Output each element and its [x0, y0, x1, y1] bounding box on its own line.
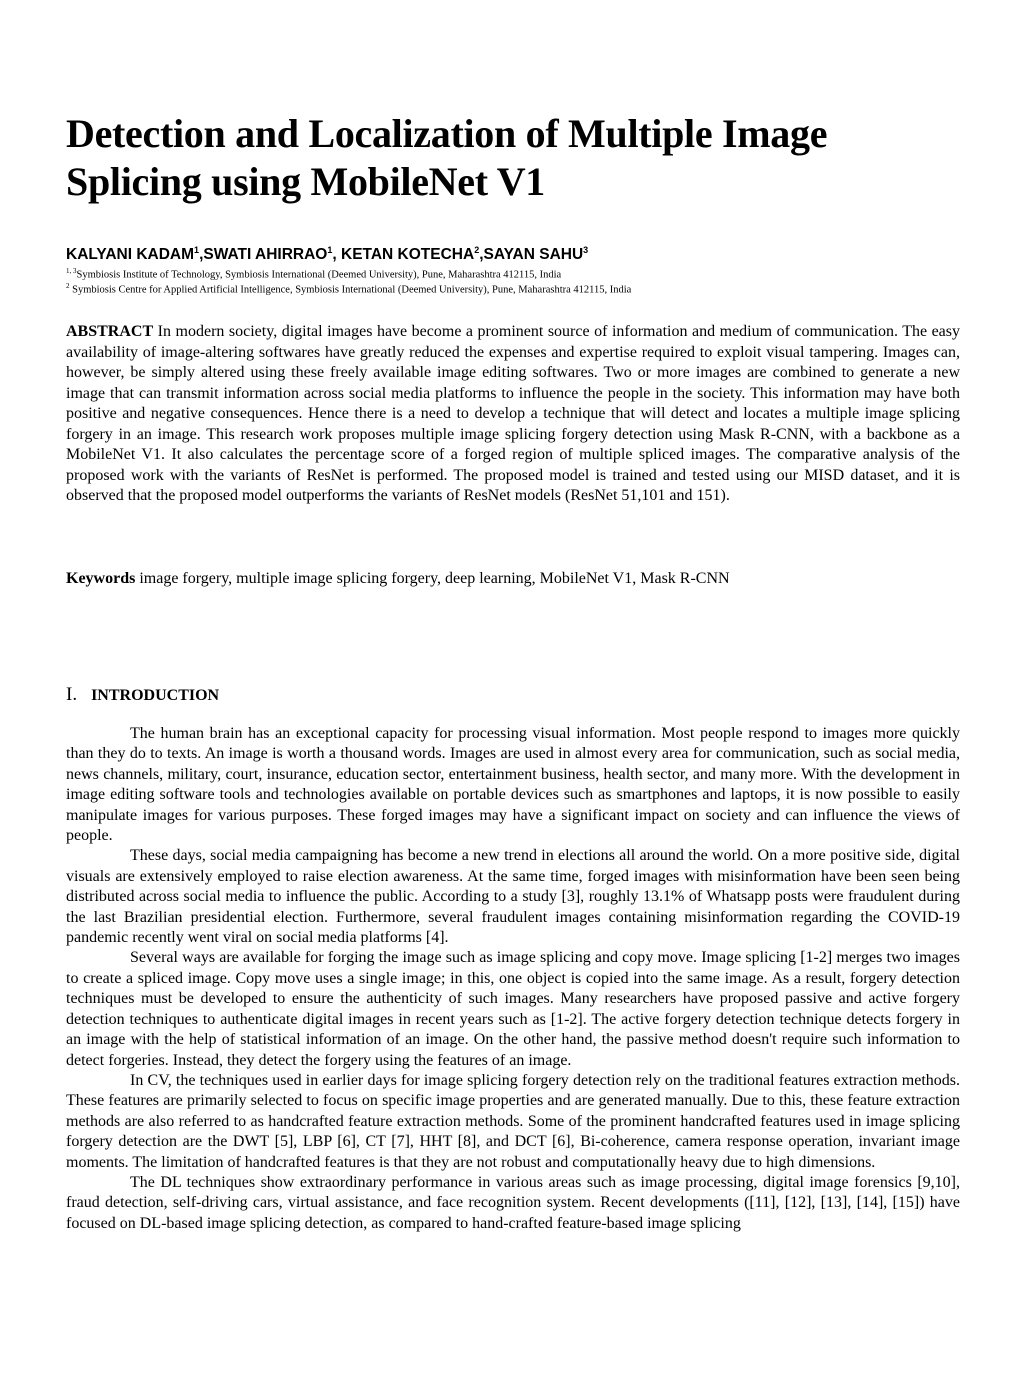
abstract: [66, 322, 960, 507]
affiliation-superscript: 1, 3: [66, 267, 77, 275]
affiliation-text: Symbiosis Centre for Applied Artificial Intelligence, Symbiosis International (Deemed University), Pune, Maharashtra 412115, India: [69, 284, 632, 296]
section-title: INTRODUCTION: [91, 687, 220, 704]
paragraph: In CV, the techniques used in earlier days for image splicing forgery detection rely on the traditional features extraction methods. These features are primarily selected to focus on specific image properties and are generated manually. Due to this, these feature extraction methods are also referred to as handcrafted feature extraction methods. Some of the prominent handcrafted features used in image splicing forgery detection are the DWT [5], LBP [6], CT [7], HHT [8], and DCT [6], Bi-coherence, camera response operation, invariant image moments. The limitation of handcrafted features is that they are not robust and computationally heavy due to high dimensions.: [66, 1071, 960, 1171]
section-number: I.: [66, 684, 78, 705]
affiliation-text: Symbiosis Institute of Technology, Symbiosis International (Deemed University), Pune, Maharashtra 412115, India: [76, 269, 562, 281]
keywords-text: image forgery, multiple image splicing forgery, deep learning, MobileNet V1, Mask R-CNN: [139, 570, 730, 587]
author-list: KALYANI KADAM$^1$,SWATI AHIRRAO$^1$, KETAN KOTECHA$^2$,SAYAN SAHU$^3$: [66, 245, 589, 264]
keywords: [66, 569, 960, 590]
paragraph: Several ways are available for forging the image such as image splicing and copy move. Image splicing [1-2] merges two images to create a spliced image. Copy move uses a single image; in this, one object is copied into the same image. As a result, forgery detection techniques must be developed to ensure the authenticity of such images. Many researchers have proposed passive and active forgery detection techniques to authenticate digital images in recent years such as [1-2]. The active forgery detection technique detects forgery in an image with the help of statistical information of an image. On the other hand, the passive method doesn't require such information to detect forgeries. Instead, they detect the forgery using the features of an image.: [66, 949, 960, 1069]
author-superscript: 3: [583, 245, 589, 255]
introduction-body: [66, 724, 960, 1234]
author-name: SAYAN SAHU: [483, 246, 584, 264]
abstract-text: In modern society, digital images have become a prominent source of information and medium of communication. The easy availability of image-altering softwares have greatly reduced the expenses and expertise required to exploit visual tampering. Images can, however, be simply altered using these freely available image editing softwares. Two or more images are combined to generate a new image that can transmit information across social media platforms to influence the people in the society. This information may have both positive and negative consequences. Hence there is a need to develop a technique that will detect and locates a multiple image splicing forgery in an image. This research work proposes multiple image splicing forgery detection using Mask R-CNN, with a backbone as a MobileNet V1. It also calculates the percentage score of a forged region of multiple spliced images. The comparative analysis of the proposed work with the variants of ResNet is performed. The proposed model is trained and tested using our MISD dataset, and it is observed that the proposed model outperforms the variants of ResNet models (ResNet 51,101 and 151).: [66, 323, 961, 504]
paragraph: These days, social media campaigning has become a new trend in elections all around the world. On a more positive side, digital visuals are extensively employed to raise election awareness. At the same time, forged images with misinformation have been seen being distributed across social media to influence the public. According to a study [3], roughly 13.1% of Whatsapp posts were fraudulent during the last Brazilian presidential election. Furthermore, several fraudulent images containing misinformation regarding the COVID-19 pandemic recently went viral on social media platforms [4].: [66, 847, 960, 947]
author-name: KALYANI KADAM: [66, 246, 195, 264]
author-name: SWATI AHIRRAO: [203, 246, 328, 264]
paragraph: The DL techniques show extraordinary performance in various areas such as image processing, digital image forensics [9,10], fraud detection, self-driving cars, virtual assistance, and face recognition system. Recent developments ([11], [12], [13], [14], [15]) have focused on DL-based image splicing detection, as compared to hand-crafted feature-based image splicing: [66, 1173, 960, 1232]
affiliation-2: [66, 279, 966, 298]
author-superscript: 1: [327, 245, 333, 255]
paragraph: The human brain has an exceptional capacity for processing visual information. Most people respond to images more quickly than they do to texts. An image is worth a thousand words. Images are used in almost every area for communication, such as social media, news channels, military, court, insurance, education sector, entertainment business, health sector, and many more. With the development in image editing software tools and technologies available on portable devices such as smartphones and laptops, it is now possible to easily manipulate images for various purposes. These forged images may have a significant impact on society and can influence the views of people.: [66, 725, 960, 845]
author-superscript: 2: [474, 245, 480, 255]
keywords-label: Keywords: [66, 570, 136, 587]
affiliation-superscript: 2: [66, 282, 70, 290]
abstract-label: ABSTRACT: [66, 323, 154, 340]
author-superscript: 1: [194, 245, 200, 255]
author-name: KETAN KOTECHA: [341, 246, 475, 264]
paper-title: Detection and Localization of Multiple Image Splicing using MobileNet V1: [66, 111, 828, 204]
section-heading: [66, 683, 219, 708]
